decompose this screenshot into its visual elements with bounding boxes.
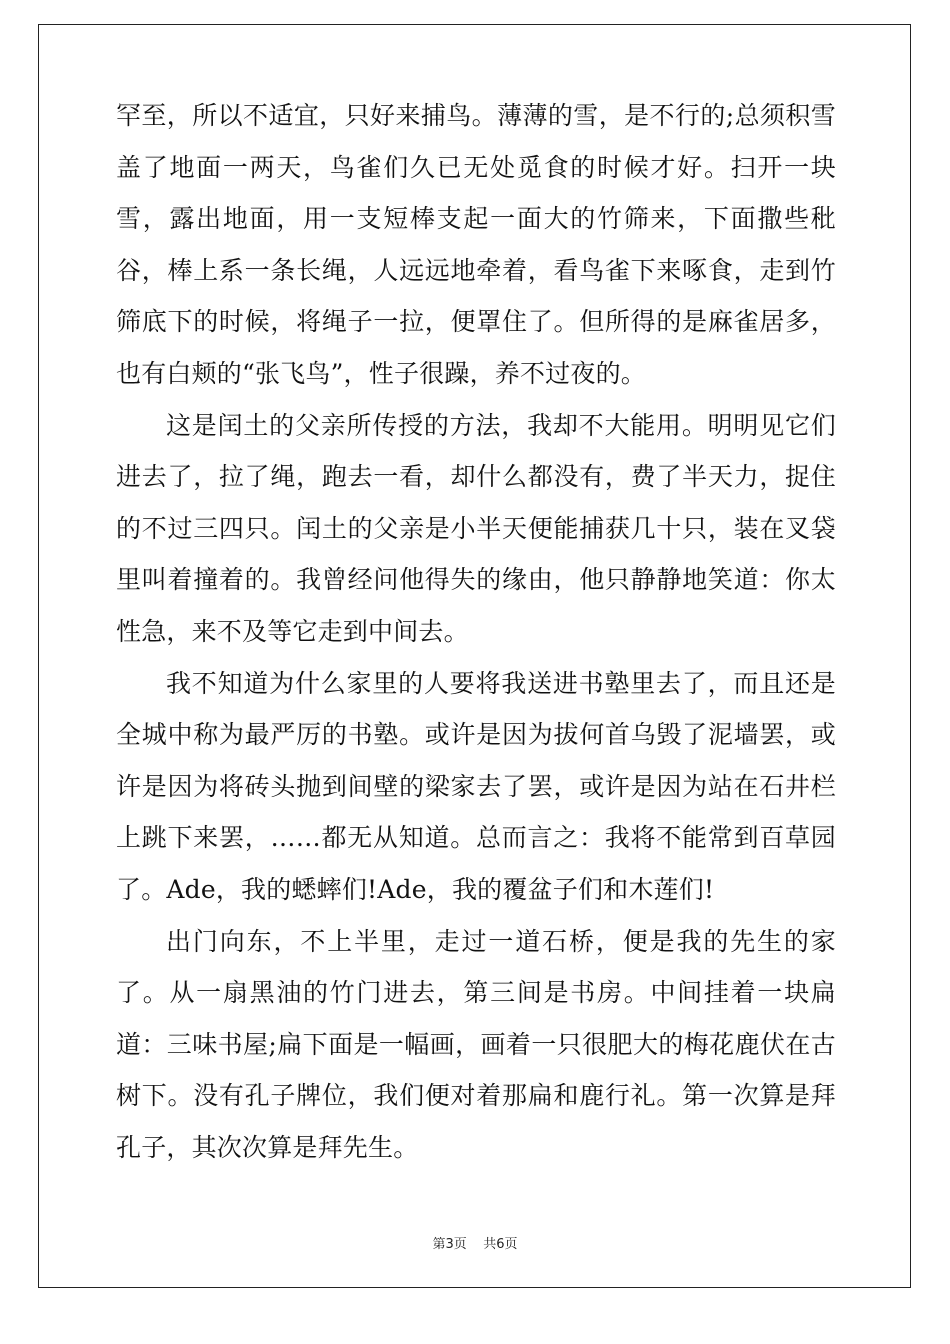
paragraph-4: 出门向东，不上半里，走过一道石桥，便是我的先生的家了。从一扇黑油的竹门进去，第三间是书房。中间挂着一块扁道：三味书屋;扁下面是一幅画，画着一只很肥大的梅花鹿伏在古树下。没有孔子牌位，我们便对着那扁和鹿行礼。第一次算是拜孔子，其次次算是拜先生。: [116, 926, 836, 1162]
paragraph-2: 这是闰土的父亲所传授的方法，我却不大能用。明明见它们进去了，拉了绳，跑去一看，却什么都没有，费了半天力，捉住的不过三四只。闰土的父亲是小半天便能捕获几十只，装在叉袋里叫着撞着的。我曾经问他得失的缘由，他只静静地笑道：你太性急，来不及等它走到中间去。: [116, 410, 836, 646]
page-number-footer: 第3页 共6页: [432, 1237, 518, 1252]
paragraph-1: 罕至，所以不适宜，只好来捕鸟。薄薄的雪，是不行的;总须积雪盖了地面一两天，鸟雀们久已无处觅食的时候才好。扫开一块雪，露出地面，用一支短棒支起一面大的竹筛来，下面撒些秕谷，棒上系一条长绳，人远远地牵着，看鸟雀下来啄食，走到竹筛底下的时候，将绳子一拉，便罩住了。但所得的是麻雀居多，也有白颊的“张飞鸟”，性子很躁，养不过夜的。: [116, 101, 836, 388]
document-body: [116, 90, 836, 1173]
paragraph-3: 我不知道为什么家里的人要将我送进书塾里去了，而且还是全城中称为最严厉的书塾。或许是因为拔何首乌毁了泥墙罢，或许是因为将砖头抛到间壁的梁家去了罢，或许是因为站在石井栏上跳下来罢，……都无从知道。总而言之：我将不能常到百草园了。Ade，我的蟋蟀们!Ade，我的覆盆子们和木莲们!: [116, 668, 836, 904]
